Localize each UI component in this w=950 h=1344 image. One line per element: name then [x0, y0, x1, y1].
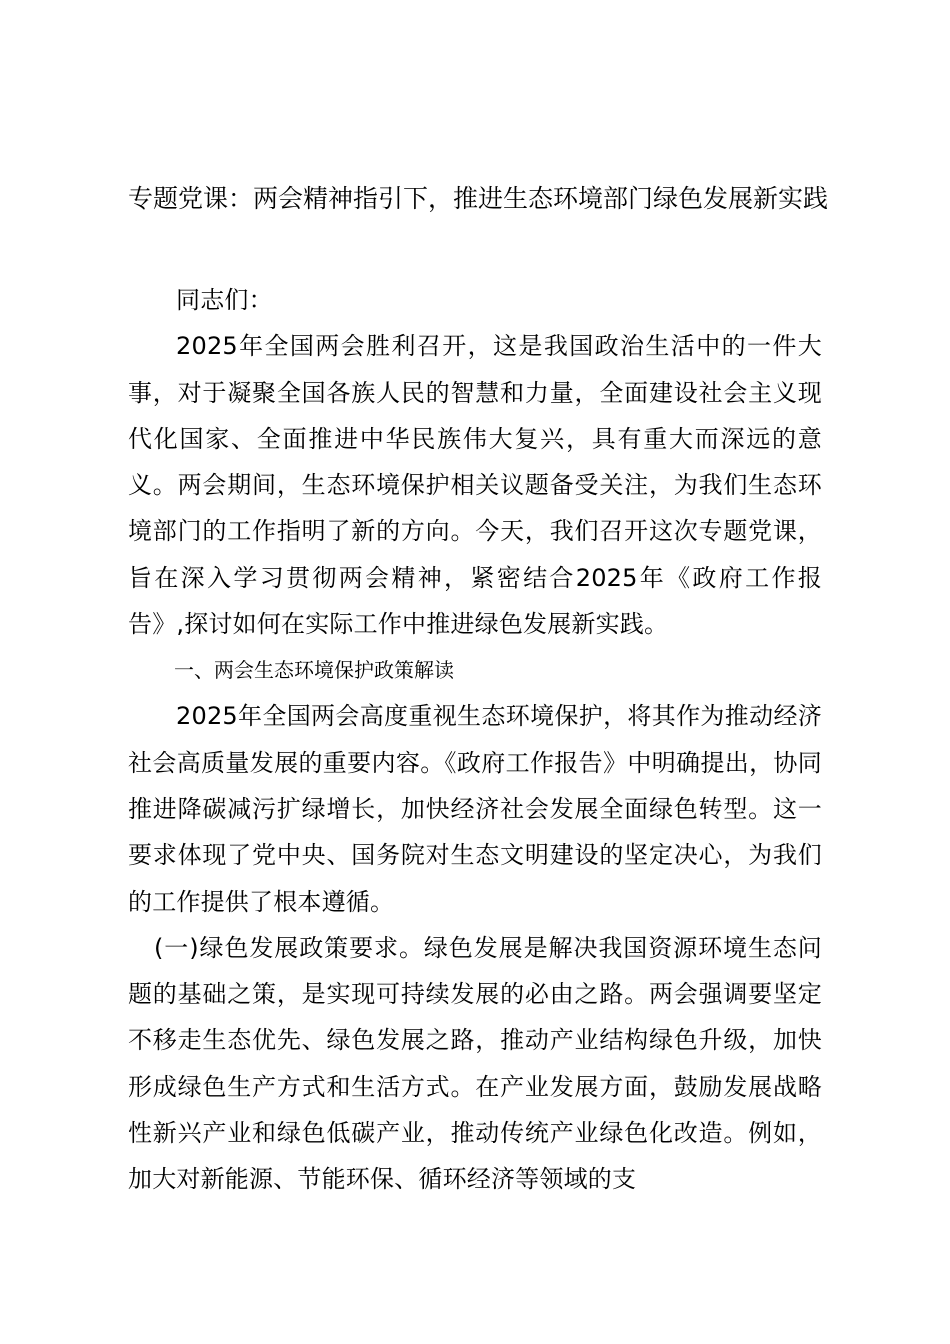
salutation: 同志们：: [176, 286, 273, 314]
section-paragraph: 2025年全国两会高度重视生态环境保护，将其作为推动经济社会高质量发展的重要内容。《政府工作报告》中明确提出，协同推进降碳减污扩绿增长，加快经济社会发展全面绿色转型。这一要求体现了党中央、国务院对生态文明建设的坚定决心，为我们的工作提供了根本遵循。: [128, 702, 822, 916]
intro-paragraph: 2025年全国两会胜利召开，这是我国政治生活中的一件大事，对于凝聚全国各族人民的智慧和力量，全面建设社会主义现代化国家、全面推进中华民族伟大复兴，具有重大而深远的意义。两会期间，生态环境保护相关议题备受关注，为我们生态环境部门的工作指明了新的方向。今天，我们召开这次专题党课，旨在深入学习贯彻两会精神，紧密结合2025年《政府工作报告》,探讨如何在实际工作中推进绿色发展新实践。: [128, 332, 822, 639]
document-body: [128, 277, 822, 1203]
document-title: 专题党课：两会精神指引下，推进生态环境部门绿色发展新实践: [128, 184, 829, 213]
subsection-paragraph: (一)绿色发展政策要求。绿色发展是解决我国资源环境生态问题的基础之策，是实现可持续发展的必由之路。两会强调要坚定不移走生态优先、绿色发展之路，推动产业结构绿色升级，加快形成绿色生产方式和生活方式。在产业发展方面，鼓励发展战略性新兴产业和绿色低碳产业，推动传统产业绿色化改造。例如，加大对新能源、节能环保、循环经济等领域的支: [128, 933, 822, 1194]
section-heading: 一、两会生态环境保护政策解读: [174, 658, 454, 683]
